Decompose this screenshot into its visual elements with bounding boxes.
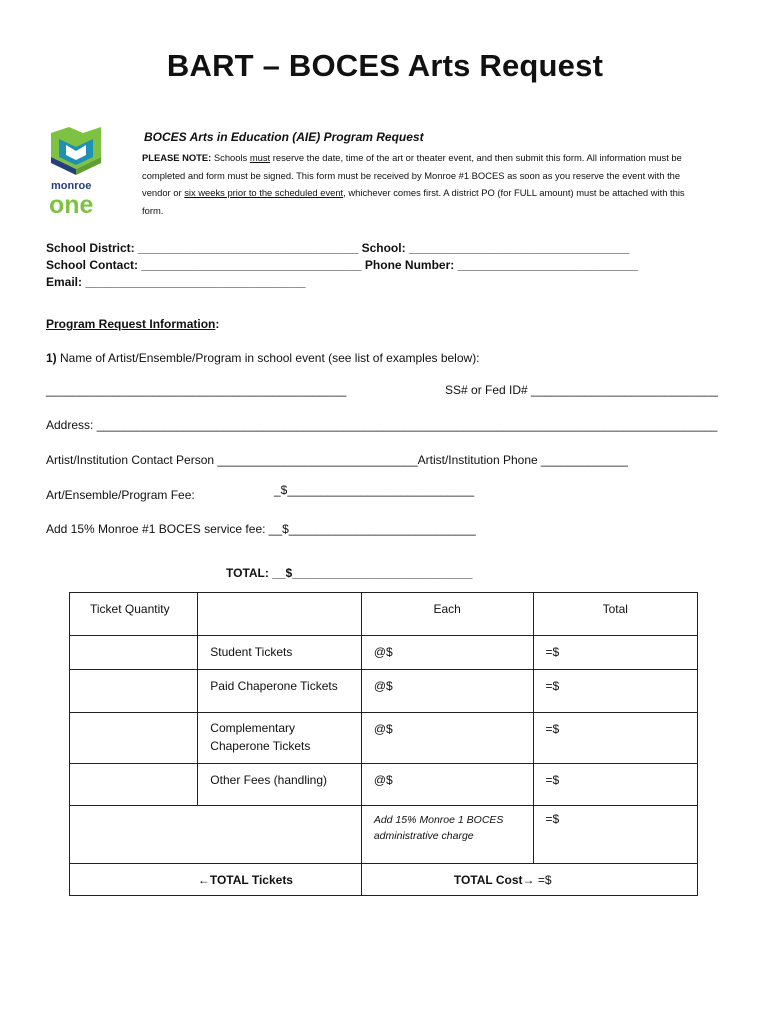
total-cell[interactable]: =$	[545, 773, 560, 787]
header-total: Total	[602, 602, 628, 616]
admin-charge-total[interactable]: =$	[545, 812, 560, 826]
each-cell[interactable]: @$	[373, 722, 393, 736]
question-1-number: 1)	[46, 351, 57, 365]
quantity-cell[interactable]	[70, 713, 198, 764]
service-fee-field[interactable]: Add 15% Monroe #1 BOCES service fee: __$____________________________	[46, 522, 476, 536]
header-each: Each	[433, 602, 461, 616]
item-label: Other Fees (handling)	[210, 773, 328, 787]
table-header-row	[70, 593, 698, 636]
each-cell[interactable]: @$	[373, 773, 393, 787]
table-row	[70, 764, 698, 806]
total-tickets-label: ←TOTAL Tickets	[197, 873, 293, 887]
each-cell[interactable]: @$	[373, 679, 393, 693]
header-item	[198, 593, 361, 602]
total-field[interactable]: TOTAL: __$___________________________	[226, 566, 473, 580]
school-contact-field[interactable]: School Contact: _________________________________ Phone Number: ___________________________	[46, 258, 638, 272]
logo-text-one: one	[49, 191, 94, 215]
ss-fed-id-field[interactable]: SS# or Fed ID# ____________________________	[445, 383, 718, 397]
quantity-cell[interactable]	[70, 764, 198, 806]
total-cell[interactable]: =$	[545, 679, 560, 693]
program-heading-colon: :	[215, 317, 220, 331]
question-1	[46, 351, 480, 365]
school-district-field[interactable]: School District: _________________________________ School: _________________________________	[46, 241, 630, 255]
item-label: Paid Chaperone Tickets	[210, 679, 338, 693]
quantity-cell[interactable]	[70, 670, 198, 713]
total-cost-label: TOTAL Cost→	[453, 873, 535, 887]
total-cost-value: =$	[534, 873, 552, 887]
address-field[interactable]: Address: _____________________________________________________________________________________________	[46, 418, 718, 432]
form-subtitle: BOCES Arts in Education (AIE) Program Request	[144, 130, 424, 144]
artist-contact-field[interactable]: Artist/Institution Contact Person ______________________________Artist/Institution Phone _____________	[46, 453, 628, 467]
artist-name-field[interactable]: _____________________________________________	[46, 383, 347, 397]
program-heading	[46, 317, 219, 331]
total-cost[interactable]	[362, 864, 697, 887]
note-text-1: Schools	[211, 152, 250, 163]
monroe-one-logo	[49, 127, 103, 215]
admin-charge-note: Add 15% Monroe 1 BOCES administrative charge	[373, 814, 504, 842]
item-label: Complementary Chaperone Tickets	[210, 721, 311, 753]
quantity-cell[interactable]	[70, 636, 198, 670]
each-cell[interactable]: @$	[373, 645, 393, 659]
table-row	[70, 636, 698, 670]
email-field[interactable]: Email: _________________________________	[46, 275, 306, 289]
program-fee-label: Art/Ensemble/Program Fee:	[46, 488, 195, 502]
admin-charge-row	[70, 806, 698, 864]
note-text-3: , whichever comes first. A district PO (for FULL amount) must be attached with this form.	[142, 187, 685, 216]
question-1-text: Name of Artist/Ensemble/Program in school event (see list of examples below):	[56, 351, 480, 365]
note-text-2: reserve the date, time of the art or theater event, and then submit this form. All information must be completed and form must be signed. This form must be received by Monroe #1 BOCES as soon as you reserve the event with the vendor or	[142, 152, 682, 198]
program-fee-field[interactable]: _$____________________________	[274, 483, 475, 497]
program-heading-text: Program Request Information	[46, 317, 216, 331]
total-cell[interactable]: =$	[545, 722, 560, 736]
page-title: BART – BOCES Arts Request	[166, 48, 604, 83]
item-label: Student Tickets	[210, 645, 293, 659]
ticket-table	[69, 592, 698, 896]
note-must: must	[249, 152, 271, 163]
table-row	[70, 713, 698, 764]
note-label: PLEASE NOTE:	[142, 152, 212, 163]
please-note	[142, 149, 702, 219]
header-ticket-quantity: Ticket Quantity	[90, 602, 170, 616]
note-six-weeks: six weeks prior to the scheduled event	[184, 187, 344, 198]
logo-text-monroe: monroe	[51, 180, 92, 192]
totals-row	[70, 864, 698, 896]
table-row	[70, 670, 698, 713]
total-cell[interactable]: =$	[545, 645, 560, 659]
